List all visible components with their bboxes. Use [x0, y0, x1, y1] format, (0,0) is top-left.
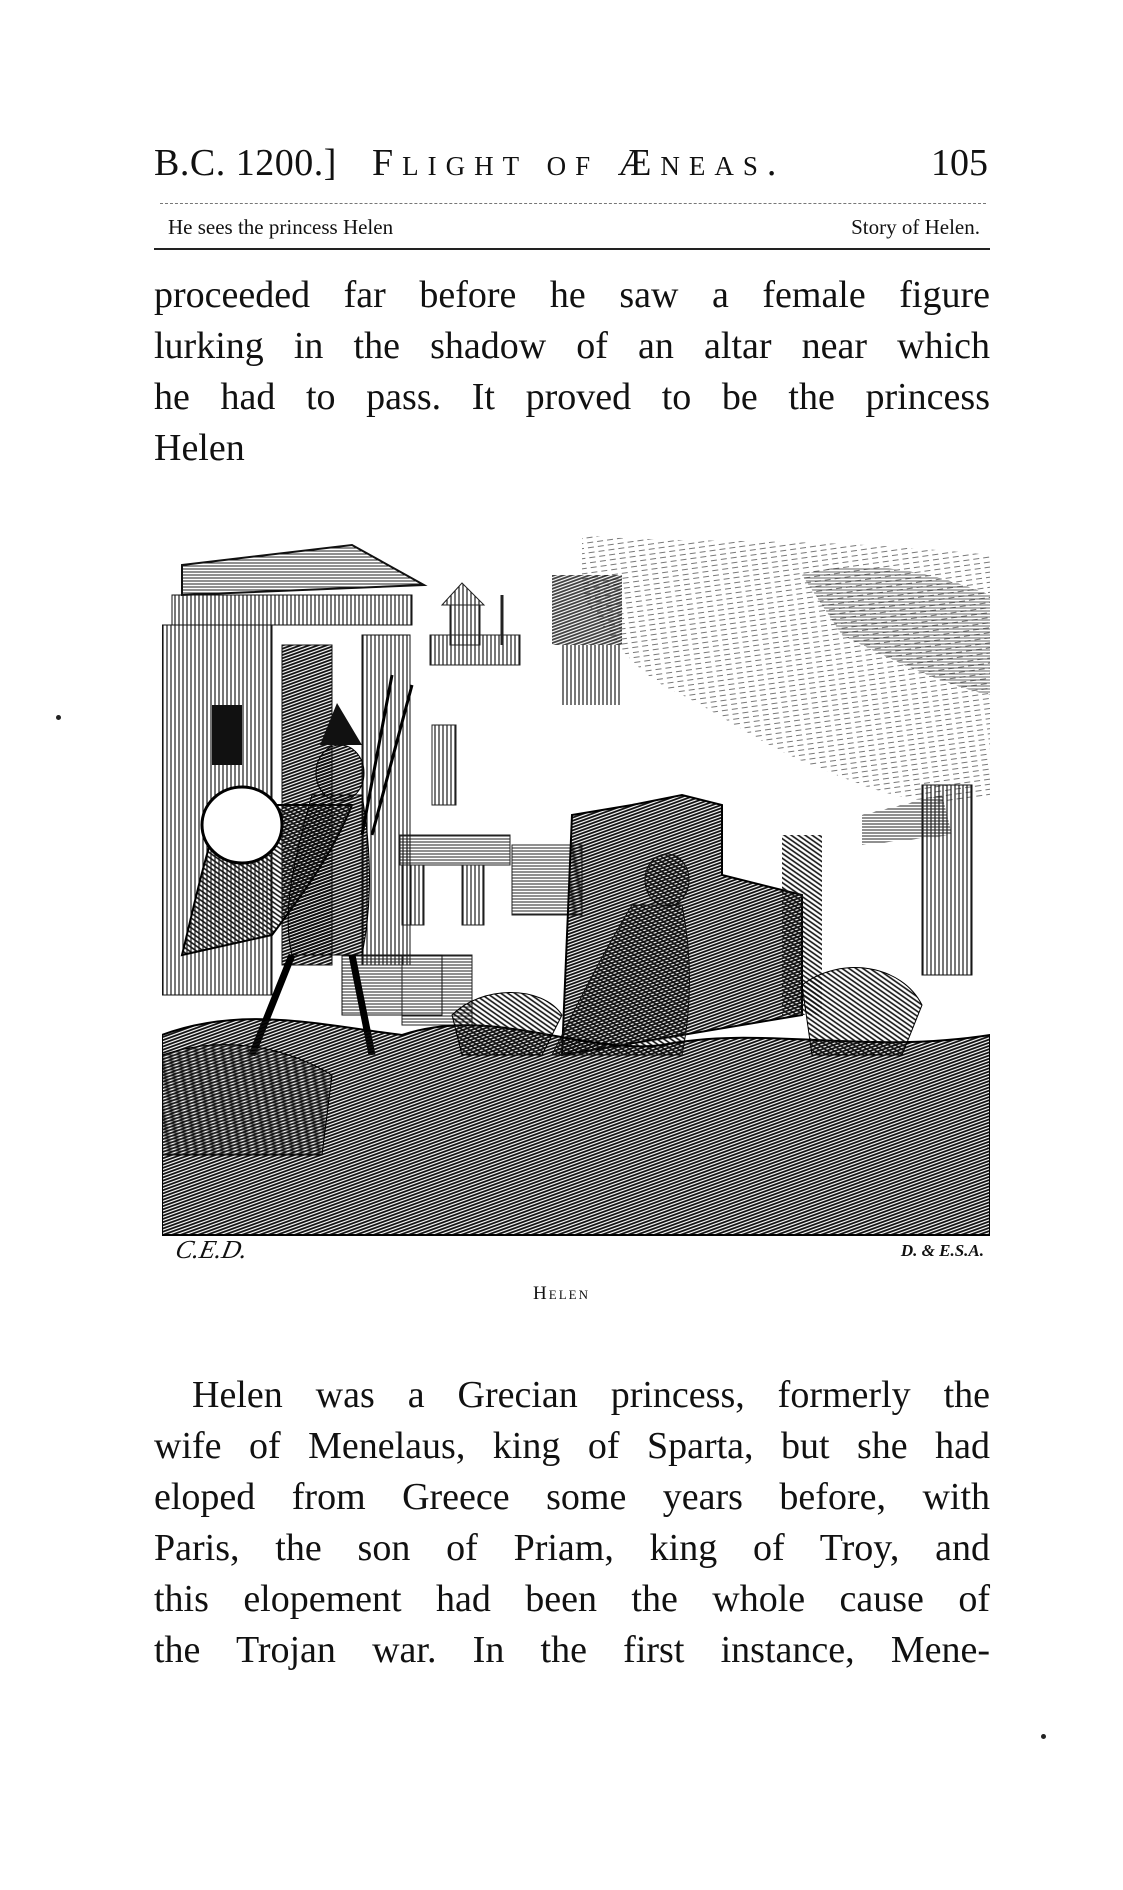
- print-speck: [56, 715, 61, 720]
- text-line: Paris, the son of Priam, king of Troy, and: [154, 1527, 990, 1569]
- paragraph-1: [154, 270, 990, 474]
- running-header: [154, 138, 988, 188]
- engraving-illustration: [162, 535, 990, 1265]
- subheader-right: Story of Helen.: [851, 215, 980, 239]
- running-subheader: [160, 214, 988, 240]
- subheader-rule: [154, 248, 990, 250]
- text-line: the Trojan war. In the first instance, Mene-: [154, 1629, 990, 1671]
- text-line: wife of Menelaus, king of Sparta, but she had: [154, 1425, 990, 1467]
- engraver-signature-left: C.E.D.: [173, 1235, 251, 1264]
- text-line: this elopement had been the whole cause of: [154, 1578, 990, 1620]
- text-line: Helen: [154, 427, 245, 469]
- subheader-left: He sees the princess Helen: [168, 215, 394, 239]
- page-number: 105: [931, 142, 988, 184]
- text-line: Helen was a Grecian princess, formerly the: [192, 1374, 990, 1416]
- text-line: eloped from Greece some years before, with: [154, 1476, 990, 1518]
- header-date: B.C. 1200.]: [154, 142, 337, 184]
- header-divider: [160, 203, 986, 204]
- engraver-signature-right: D. & E.S.A.: [900, 1241, 984, 1260]
- text-line: lurking in the shadow of an altar near which: [154, 325, 990, 367]
- figure-caption: Helen: [533, 1283, 590, 1304]
- engraving-image: [162, 535, 990, 1265]
- text-line: proceeded far before he saw a female figure: [154, 274, 990, 316]
- print-speck: [1041, 1734, 1046, 1739]
- text-line: he had to pass. It proved to be the princess: [154, 376, 990, 418]
- chapter-title: Flight of Æneas.: [372, 142, 786, 184]
- paragraph-2: [154, 1370, 990, 1676]
